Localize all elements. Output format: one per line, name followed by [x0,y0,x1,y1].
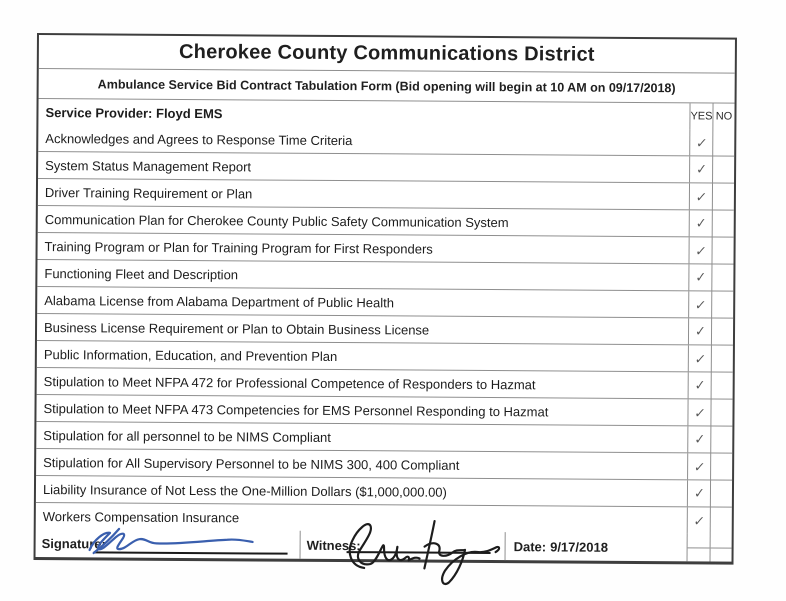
yes-check-cell [688,291,711,317]
checkmark-icon: ✓ [693,297,707,314]
checkmark-icon: ✓ [692,513,706,530]
checkmark-icon: ✓ [693,485,705,502]
form-title-row [39,35,735,73]
signature-cell [36,529,300,559]
form-subtitle: Ambulance Service Bid Contract Tabulation Form (Bid opening will begin at 10 AM on 09/17/2018) [97,76,676,95]
date-value: 9/17/2018 [550,538,609,555]
yes-check-cell [687,399,710,425]
criteria-label: Workers Compensation Insurance [42,508,240,525]
yes-check-cell [689,129,712,155]
criteria-label: Stipulation to Meet NFPA 473 Competencies for EMS Personnel Responding to Hazmat [43,400,549,419]
footer-yes-cell-top [688,533,710,548]
yes-check-cell [688,237,711,263]
yes-check-cell [688,318,711,344]
no-check-cell [712,183,734,209]
footer-yes-cells [687,533,710,561]
no-check-cell [711,345,733,371]
checkmark-icon: ✓ [693,243,707,260]
footer-no-cell-top [711,533,732,548]
no-check-cell [711,264,733,290]
yes-check-cell [687,453,710,479]
criteria-label: System Status Management Report [45,157,252,174]
provider-signature-ink [86,527,258,555]
yes-header-label: YES [690,110,713,123]
form-subtitle-row [39,68,735,103]
signature-label: Signature: [41,535,106,551]
yes-check-cell [687,480,710,506]
criteria-rows [36,125,735,534]
no-check-cell [711,237,733,263]
checkmark-icon: ✓ [695,161,707,178]
no-check-cell [710,453,732,479]
criteria-label: Driver Training Requirement or Plan [44,184,253,201]
witness-label: Witness: [306,537,361,553]
criteria-label: Stipulation to Meet NFPA 472 for Professional Competence of Responders to Hazmat [43,373,536,392]
checkmark-icon: ✓ [695,215,707,232]
checkmark-icon: ✓ [694,323,706,340]
footer-no-cell-bottom [711,548,732,562]
criteria-label: Stipulation for All Supervisory Personnel to be NIMS 300, 400 Compliant [43,454,460,473]
checkmark-icon: ✓ [694,269,706,286]
no-check-cell [710,507,732,533]
no-check-cell [711,291,733,317]
criteria-label: Business License Requirement or Plan to Obtain Business License [44,319,430,338]
no-check-cell [711,372,733,398]
yes-check-cell [689,210,712,236]
criteria-label: Acknowledges and Agrees to Response Time Criteria [45,130,353,148]
criteria-label: Functioning Fleet and Description [44,265,239,282]
no-check-cell [712,129,734,155]
no-check-cell [712,210,734,236]
checkmark-icon: ✓ [694,135,708,152]
form-title: Cherokee County Communications District [178,40,595,66]
no-column-header [712,103,734,129]
yes-column-header [689,103,712,129]
service-provider-label: Service Provider: Floyd EMS [45,104,223,121]
yes-check-cell [689,156,712,182]
no-check-cell [710,426,732,452]
yes-check-cell [687,507,710,533]
witness-cell [300,531,505,560]
footer-yes-cell-bottom [688,548,710,562]
witness-line [347,551,491,554]
footer-no-cells [710,533,732,561]
no-check-cell [711,318,733,344]
bid-tabulation-form [34,33,737,565]
criteria-label: Liability Insurance of Not Less the One-Million Dollars ($1,000,000.00) [42,481,447,500]
checkmark-icon: ✓ [694,189,708,206]
date-label: Date: [513,538,547,554]
no-check-cell [712,156,734,182]
criteria-label: Communication Plan for Cherokee County Public Safety Communication System [44,211,509,230]
no-check-cell [710,399,732,425]
checkmark-icon: ✓ [692,405,706,422]
yes-check-cell [688,372,711,398]
checkmark-icon: ✓ [692,459,706,476]
criteria-label: Alabama License from Alabama Department of Public Health [44,292,395,310]
yes-check-cell [687,426,710,452]
checkmark-icon: ✓ [693,431,705,448]
date-cell [505,532,687,561]
yes-check-cell [689,183,712,209]
no-check-cell [710,480,732,506]
criteria-label: Public Information, Education, and Prevention Plan [43,346,338,364]
signature-footer-row [36,529,732,562]
criteria-label: Training Program or Plan for Training Program for First Responders [44,238,433,257]
checkmark-icon: ✓ [694,377,706,394]
yes-check-cell [688,264,711,290]
no-header-label: NO [715,110,733,123]
checkmark-icon: ✓ [693,351,707,368]
yes-check-cell [688,345,711,371]
criteria-label: Stipulation for all personnel to be NIMS Compliant [43,427,331,445]
